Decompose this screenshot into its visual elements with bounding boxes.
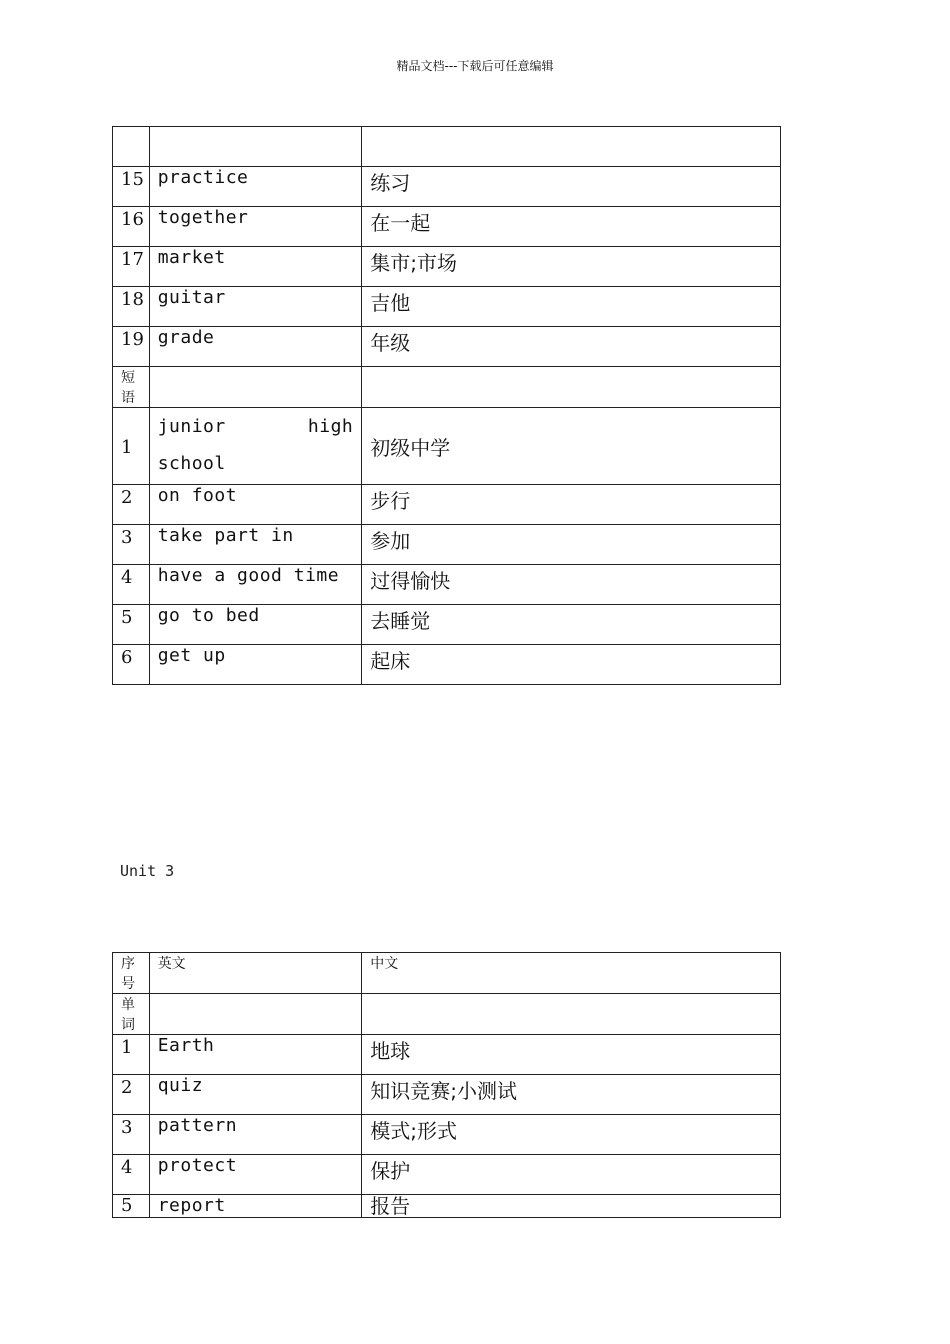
english-phrase: junior high school <box>149 408 362 485</box>
empty-cell <box>362 367 781 408</box>
table-row <box>113 167 781 207</box>
vocabulary-table-unit-3 <box>112 952 781 1218</box>
row-number: 2 <box>113 1075 150 1115</box>
chinese-meaning: 知识竞赛;小测试 <box>362 1075 781 1115</box>
chinese-meaning: 报告 <box>362 1195 781 1218</box>
row-number: 3 <box>113 1115 150 1155</box>
table-row <box>113 1195 781 1218</box>
row-number: 3 <box>113 525 150 565</box>
header-chinese: 中文 <box>362 953 781 994</box>
english-word: together <box>149 207 362 247</box>
row-number: 5 <box>113 605 150 645</box>
chinese-meaning: 年级 <box>362 327 781 367</box>
table-row <box>113 605 781 645</box>
table-row <box>113 1155 781 1195</box>
table-row <box>113 408 781 485</box>
table-row <box>113 1035 781 1075</box>
english-phrase: get up <box>149 645 362 685</box>
section-label: 单词 <box>113 994 150 1035</box>
english-phrase: on foot <box>149 485 362 525</box>
table-row <box>113 565 781 605</box>
table-row <box>113 485 781 525</box>
empty-cell <box>149 994 362 1035</box>
chinese-meaning: 过得愉快 <box>362 565 781 605</box>
chinese-meaning: 参加 <box>362 525 781 565</box>
chinese-meaning: 练习 <box>362 167 781 207</box>
english-word: market <box>149 247 362 287</box>
english-word: guitar <box>149 287 362 327</box>
chinese-meaning: 步行 <box>362 485 781 525</box>
table-row <box>113 287 781 327</box>
row-number: 19 <box>113 327 150 367</box>
section-row <box>113 367 781 408</box>
chinese-meaning: 地球 <box>362 1035 781 1075</box>
row-number: 6 <box>113 645 150 685</box>
table-row <box>113 247 781 287</box>
row-number: 2 <box>113 485 150 525</box>
row-number: 17 <box>113 247 150 287</box>
table-row <box>113 207 781 247</box>
english-word: protect <box>149 1155 362 1195</box>
chinese-meaning: 模式;形式 <box>362 1115 781 1155</box>
page-header: 精品文档---下载后可任意编辑 <box>396 59 554 73</box>
row-number: 1 <box>113 1035 150 1075</box>
english-word: practice <box>149 167 362 207</box>
chinese-meaning: 起床 <box>362 645 781 685</box>
empty-cell <box>149 367 362 408</box>
row-number: 4 <box>113 1155 150 1195</box>
chinese-meaning: 集市;市场 <box>362 247 781 287</box>
chinese-meaning: 在一起 <box>362 207 781 247</box>
row-number: 16 <box>113 207 150 247</box>
chinese-meaning: 初级中学 <box>362 408 781 485</box>
table-row <box>113 525 781 565</box>
chinese-meaning: 去睡觉 <box>362 605 781 645</box>
table-row <box>113 645 781 685</box>
row-number: 15 <box>113 167 150 207</box>
table-row <box>113 1115 781 1155</box>
header-row <box>113 953 781 994</box>
english-word <box>149 127 362 167</box>
english-phrase: go to bed <box>149 605 362 645</box>
row-number: 5 <box>113 1195 150 1218</box>
chinese-meaning <box>362 127 781 167</box>
vocabulary-table-unit-2 <box>112 126 781 685</box>
header-english: 英文 <box>149 953 362 994</box>
english-word: report <box>149 1195 362 1218</box>
table-row <box>113 1075 781 1115</box>
section-label: 短语 <box>113 367 150 408</box>
row-number: 18 <box>113 287 150 327</box>
english-phrase: take part in <box>149 525 362 565</box>
empty-cell <box>362 994 781 1035</box>
row-number: 1 <box>113 408 150 485</box>
unit-heading: Unit 3 <box>120 862 175 880</box>
row-number: 4 <box>113 565 150 605</box>
row-number <box>113 127 150 167</box>
chinese-meaning: 保护 <box>362 1155 781 1195</box>
table-row <box>113 127 781 167</box>
english-word: grade <box>149 327 362 367</box>
table-row <box>113 327 781 367</box>
english-word: Earth <box>149 1035 362 1075</box>
header-number: 序号 <box>113 953 150 994</box>
english-word: pattern <box>149 1115 362 1155</box>
english-phrase: have a good time <box>149 565 362 605</box>
chinese-meaning: 吉他 <box>362 287 781 327</box>
english-word: quiz <box>149 1075 362 1115</box>
section-row <box>113 994 781 1035</box>
